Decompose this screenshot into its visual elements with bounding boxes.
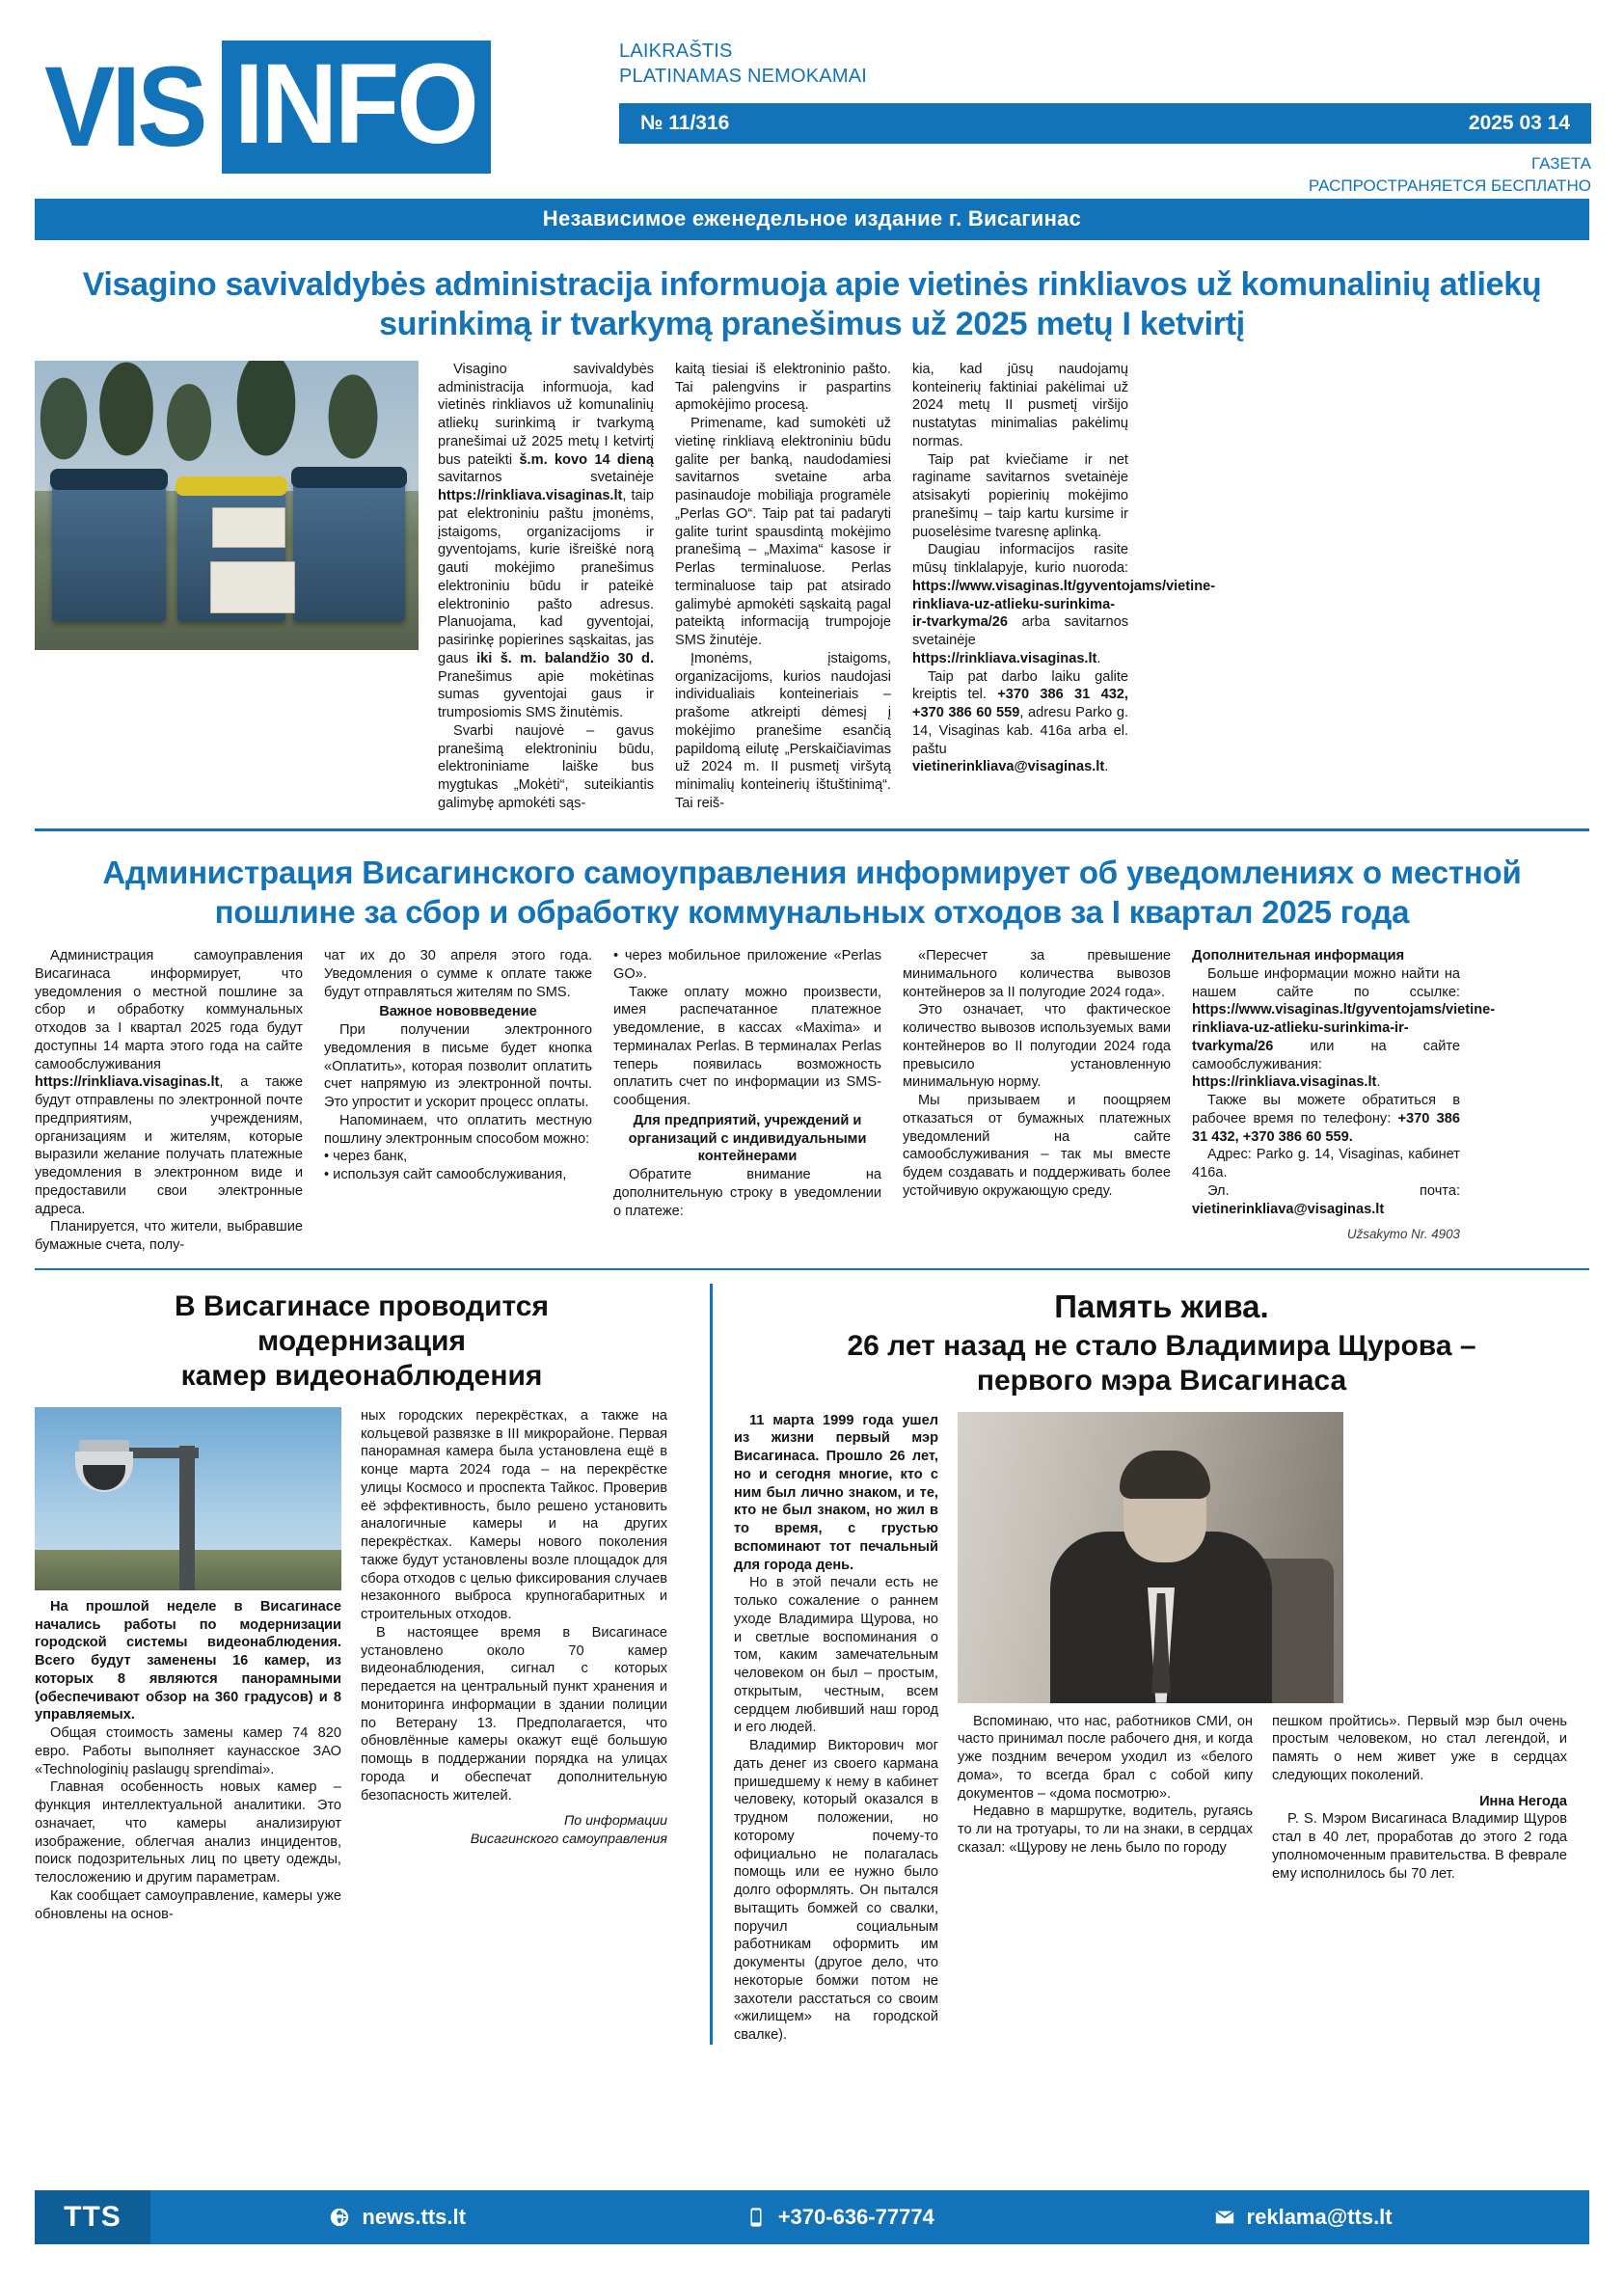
paragraph: Daugiau informacijos rasite mūsų tinklalapyje, kurio nuoroda: https://www.visaginas.lt/gyventojams/vietine-rinkliava-uz-atlieku-surinkima-ir-tvarkyma/26 arba savitarnos svetainėje https://rinkliava.visaginas.lt. [912, 542, 1216, 666]
headline-line-2: модернизация [257, 1324, 466, 1357]
link-url[interactable]: https://www.visaginas.lt/gyventojams/vietine-rinkliava-uz-atlieku-surinkima-ir-tvarkyma/26 [1192, 1002, 1496, 1054]
article4-col-2 [958, 1713, 1253, 1884]
article1-columns [438, 361, 1589, 813]
bottom-section [35, 1284, 1589, 2045]
footer-contacts [150, 2205, 1589, 2230]
link-url[interactable]: https://rinkliava.visaginas.lt [1192, 1074, 1377, 1091]
paragraph: kaitą tiesiai iš elektroninio pašto. Tai palengvins ir paspartins apmokėjimo procesą. [675, 361, 891, 414]
phone-number[interactable]: +370 386 31 432, +370 386 60 559. [1192, 1110, 1460, 1145]
paragraph: ных городских перекрёстках, а также на кольцевой развязке в III микрорайоне. Первая панорамная камера была установлена ещё в конце марта 2024 года – на перекрёстке улицы Космосо и проспекта Тайкос. Проверив её эффективность, было решено установить аналогичные камеры и на других перекрёстках. Камеры нового поколения также будут установлены возле площадок для сбора отходов с целью фиксирования случаев незаконного выброса крупногабаритных и строительных отходов. [361, 1407, 667, 1623]
article1-photo [35, 361, 419, 650]
list-item: • используя сайт самообслуживания, [324, 1167, 567, 1183]
paragraph: Также вы можете обратиться в рабочее время по телефону: +370 386 31 432, +370 386 60 559. [1192, 1093, 1460, 1145]
tagline-line-1: LAIKRAŠTIS [619, 41, 733, 62]
article4-headline [734, 1288, 1589, 1398]
photo-bin-label [212, 507, 285, 548]
paragraph: пешком пройтись». Первый мэр был очень простым человеком, но стал легендой, и память о нем живет уже в сердцах следующих поколений. [1272, 1713, 1567, 1783]
tagline-ru [619, 153, 1591, 198]
divider [35, 1268, 1589, 1270]
article3-text-col1 [35, 1598, 341, 1924]
photo-bin [293, 475, 405, 621]
tagline-line-2: PLATINAMAS NEMOKAMAI [619, 66, 868, 88]
phone-icon [744, 2206, 768, 2229]
article1 [35, 361, 1589, 813]
logo-info-text: INFO [222, 41, 491, 174]
camera-pole [179, 1446, 195, 1590]
masthead-info [619, 39, 1591, 198]
lead-paragraph: На прошлой неделе в Висагинасе начались работы по модернизации городской системы видеонаблюдения. Всего будут заменены 16 камер, из которых 8 являются панорамными (обеспечивают обзор на 360 градусов) и 8 управляемых. [35, 1598, 341, 1723]
article2-col-1 [35, 947, 303, 1255]
paragraph: Главная особенность новых камер – функция интеллектуальной аналитики. Это означает, что камеры анализируют изображение, облегчая анализ инцидентов, поиск подозрительных лиц по цвету одежды, телосложению и другим параметрам. [35, 1779, 341, 1886]
photo-bin-lid [50, 469, 168, 490]
article3-byline [361, 1812, 667, 1847]
email-address[interactable]: vietinerinkliava@visaginas.lt [912, 759, 1105, 775]
article3-headline [35, 1289, 689, 1394]
article3-columns [35, 1407, 689, 1924]
article4 [713, 1284, 1589, 2045]
article4-right-block [958, 1412, 1567, 2045]
paragraph: чат их до 30 апреля этого года. Уведомления о сумме к оплате также будут отправляться жителям по SMS. [324, 948, 592, 1000]
divider [35, 828, 1589, 831]
article1-col-3 [912, 361, 1216, 813]
article4-photo [958, 1412, 1343, 1703]
link-url[interactable]: https://rinkliava.visaginas.lt [912, 650, 1097, 666]
article2-col-4 [903, 947, 1171, 1255]
footer-phone[interactable] [744, 2205, 934, 2230]
globe-icon [328, 2206, 351, 2229]
paragraph: Обратите внимание на дополнительную строку в уведомлении о платеже: [613, 1167, 881, 1219]
article3 [35, 1284, 710, 2045]
article4-author: Инна Негода [1479, 1793, 1567, 1809]
paragraph: Недавно в маршрутке, водитель, ругаясь то ли на тротуары, то ли на знаки, в сердцах сказал: «Щурову не лень было по городу [958, 1804, 1253, 1856]
lead-paragraph: 11 марта 1999 года ушел из жизни первый мэр Висагинаса. Прошло 26 лет, но и сегодня многие, кто с ним был лично знаком, и те, кто не был знаком, но жил в то время, с грустью вспоминают тот печальный для города день. [734, 1412, 938, 1573]
paragraph: Это означает, что фактическое количество вывозов используемых вами контейнеров во II полугодии 2024 года превысило установленную минимальную норму. [903, 1002, 1171, 1091]
headline-main: Память жива. [1054, 1288, 1269, 1324]
headline-line-2: 26 лет назад не стало Владимира Щурова – [847, 1329, 1476, 1362]
edition-strap: Независимое еженедельное издание г. Висагинас [35, 199, 1589, 240]
paragraph: Напоминаем, что оплатить местную пошлину электронным способом можно: [324, 1112, 592, 1147]
article4-col-1 [734, 1412, 938, 2045]
masthead [35, 0, 1591, 195]
paragraph: Taip pat kviečiame ir net raginame savitarnos svetainėje atsisakyti popierinių mokėjimo pranešimų – taip kartu kursime ir puoselėsime tvaresnę aplinką. [912, 451, 1128, 540]
issue-number: № 11/316 [640, 111, 730, 134]
paragraph: Больше информации можно найти на нашем сайте по ссылке: https://www.visaginas.lt/gyventojams/vietine-rinkliava-uz-atlieku-surinkima-ir-tvarkyma/26 или на сайте самообслуживания: https://rinkliava.visaginas.lt. [1192, 965, 1496, 1091]
issue-date: 2025 03 14 [1468, 111, 1570, 134]
byline-line-1: По информации [564, 1813, 667, 1830]
article1-col-2 [675, 361, 891, 813]
article2 [35, 947, 1589, 1255]
paragraph: Но в этой печали есть не только сожаление о раннем уходе Владимира Щурова, но и светлые воспоминания о том, каким замечательным человеком он был – простым, открытым, честным, всем сердцем любивший наш город и его людей. [734, 1575, 938, 1736]
footer-phone-text: +370-636-77774 [777, 2205, 934, 2229]
article2-col-3 [613, 947, 881, 1255]
paragraph: Вспоминаю, что нас, работников СМИ, он часто принимал после рабочего дня, и когда уже поздним вечером уходил из «белого дома», то всегда брал с собой кипу документов – «дома посмотрю». [958, 1713, 1253, 1802]
paragraph: «Пересчет за превышение минимального количества вывозов контейнеров за II полугодие 2024 года». [903, 948, 1171, 1000]
link-url[interactable]: https://rinkliava.visaginas.lt [35, 1074, 220, 1091]
byline-line-2: Висагинского самоуправления [470, 1831, 667, 1847]
tagline-ru-line-1: ГАЗЕТА [1531, 153, 1591, 173]
link-url[interactable]: https://www.visaginas.lt/gyventojams/vietine-rinkliava-uz-atlieku-surinkima-ir-tvarkyma/26 [912, 578, 1216, 631]
article3-col-2 [361, 1407, 667, 1924]
paragraph: Также оплату можно произвести, имея распечатанное платежное уведомление, в кассах «Maxima» и терминалах Perlas. В терминалах Perlas теперь появилась возможность оплатить счет по информации из SMS-сообщения. [613, 984, 881, 1109]
postscript: P. S. Мэром Висагинаса Владимир Щуров стал в 40 лет, проработав до этого 2 года уполномоченным правительства. В феврале ему исполнилось бы 70 лет. [1272, 1811, 1567, 1882]
footer-logo[interactable]: TTS [35, 2190, 150, 2244]
photo-bin-label [210, 561, 295, 613]
subheading: Дополнительная информация [1192, 948, 1405, 964]
footer-bar [35, 2190, 1589, 2244]
photo-bin-lid [291, 467, 407, 488]
paragraph: Общая стоимость замены камер 74 820 евро. Работы выполняет каунасское ЗАО «Technologinių paslaugų sprendimai». [35, 1725, 341, 1777]
paragraph: Эл. почта: vietinerinkliava@visaginas.lt [1192, 1182, 1460, 1217]
photo-bin [52, 476, 166, 621]
subheading: Для предприятий, учреждений и организаций с индивидуальными контейнерами [628, 1112, 867, 1165]
paragraph: Как сообщает самоуправление, камеры уже обновлены на основ- [35, 1887, 341, 1922]
email-address[interactable]: vietinerinkliava@visaginas.lt [1192, 1201, 1385, 1217]
paragraph: В настоящее время в Висагинасе установлено около 70 камер видеонаблюдения, сигнал с которых передается на центральный пункт хранения и мониторинга информации в здании полиции по Ветерану 13. Предполагается, что обновлённые камеры окажут ещё большую помощь в поддержании порядка на улицах города и обеспечат дополнительную безопасность жителей. [361, 1624, 667, 1804]
tagline-lt [619, 39, 1591, 90]
paragraph: Primename, kad sumokėti už vietinę rinkliavą elektroniniu būdu galite per banką, naudodamiesi savitarnos svetaine arba pasinaudoje mobiliąja programėle „Perlas GO“. Taip pat tai padaryti galite turint spausdintą mokėjimo pranešimą – „Maxima“ kasose ir Perlas terminaluose. Perlas terminaluose taip pat atsirado galimybė apmokėti sąskaitą pagal pateiktą informaciją trumpojoje SMS žinutėje. [675, 416, 891, 649]
footer-website-text: news.tts.lt [362, 2205, 466, 2229]
paragraph: kia, kad jūsų naudojamų konteinerių faktiniai pakėlimai už 2024 metų II pusmetį viršijo nustatytas minimalias pakėlimų normas. [912, 361, 1128, 449]
paragraph: Мы призываем и поощряем отказаться от бумажных платежных уведомлений на сайте самообслуживания – так мы вместе будем создавать и поддерживать более устойчивую окружающую среду. [903, 1093, 1171, 1199]
footer-email-text: reklama@tts.lt [1246, 2205, 1393, 2229]
order-number: Užsakymo Nr. 4903 [1346, 1227, 1460, 1242]
article2-col-2 [324, 947, 592, 1255]
headline-line-3: первого мэра Висагинаса [976, 1364, 1347, 1397]
paragraph: Адрес: Parko g. 14, Visaginas, кабинет 416а. [1192, 1147, 1460, 1181]
headline-line-1: В Висагинасе проводится [174, 1289, 549, 1322]
issue-bar [619, 103, 1591, 144]
article1-headline: Visagino savivaldybės administracija informuoja apie vietinės rinkliavos už komunalinių atliekų surinkimą ir tvarkymą pranešimus už 2025 metų I ketvirtį [82, 266, 1542, 343]
photo-bin-lid [176, 476, 287, 496]
subheading: Важное нововведение [379, 1004, 537, 1020]
paragraph: Администрация самоуправления Висагинаса информирует, что уведомления о местной пошлине за сбор и обработку коммунальных отходов за I квартал 2025 года будут доступны 14 марта этого года на сайте самообслуживания https://rinkliava.visaginas.lt, а также будут отправлены по электронной почте предприятиям, учреждениям, организациям и жителям, которые выразили желание получать платежные уведомления в электронном виде и предоставили свои электронные адреса. [35, 948, 303, 1217]
paragraph: Планируется, что жители, выбравшие бумажные счета, полу- [35, 1219, 303, 1254]
article3-col-1 [35, 1407, 341, 1924]
footer-website[interactable] [328, 2205, 466, 2230]
paragraph: Įmonėms, įstaigoms, organizacijoms, kurios naudojasi individualiais konteineriais – prašome atkreipti dėmesį į mokėjimo pranešime esančią papildomą eilutę „Perskaičiavimas už 2024 m. II pusmetį viršytą minimalių konteinerių ištuštinimą“. Tai reiš- [675, 650, 891, 811]
headline-line-3: камер видеонаблюдения [180, 1359, 543, 1392]
newspaper-logo[interactable] [44, 41, 511, 174]
camera-dome-icon [75, 1452, 133, 1492]
list-item: • через банк, [324, 1149, 408, 1165]
footer-email[interactable] [1213, 2205, 1393, 2230]
list-item: • через мобильное приложение «Perlas GO». [613, 948, 881, 982]
article4-subcolumns [958, 1713, 1567, 1884]
paragraph: Taip pat darbo laiku galite kreiptis tel. +370 386 31 432, +370 386 60 559, adresu Parko g. 14, Visaginas kab. 416a arba el. paštu vietinerinkliava@visaginas.lt. [912, 668, 1129, 775]
article2-headline: Администрация Висагинского самоуправления информирует об уведомлениях о местной пошлине за сбор и обработку коммунальных отходов за I квартал 2025 года [102, 854, 1522, 930]
tagline-ru-line-2: РАСПРОСТРАНЯЕТСЯ БЕСПЛАТНО [1308, 176, 1591, 195]
phone-number[interactable]: +370 386 31 432, +370 386 60 559 [912, 687, 1128, 721]
paragraph: При получении электронного уведомления в письме будет кнопка «Оплатить», которая позволит оплатить счет напрямую из электронной почты. Это упростит и ускорит процесс оплаты. [324, 1022, 592, 1111]
article1-col-1 [438, 361, 654, 813]
article2-col-5 [1192, 947, 1496, 1255]
article4-columns [734, 1412, 1589, 2045]
paragraph: Svarbi naujovė – gavus pranešimą elektroniniu būdu, elektroniniame laiške bus mygtukas „Mokėti“, suteikiantis galimybę apmokėti sąs- [438, 722, 654, 811]
paragraph: Владимир Викторович мог дать денег из своего кармана пришедшему к нему в кабинет человеку, который оказался в трудном положении, но которому почему-то официально не полагалась помощь или ее нужно было долго оформлять. Он пытался вытащить бомжей со свалки, поручил социальным работникам оформить им документы (другое дело, что некоторые бомжи потом не захотели расстаться со своим «жилищем» на городской свалке). [734, 1738, 938, 2044]
logo-vis-text: VIS [44, 43, 204, 172]
article3-photo [35, 1407, 341, 1590]
paragraph: Visagino savivaldybės administracija informuoja, kad vietinės rinkliavos už komunalinių atliekų surinkimą ir tvarkymą pranešimai už 2025 metų I ketvirtį bus pateikti š.m. kovo 14 dieną savitarnos svetainėje https://rinkliava.visaginas.lt, taip pat elektroniniu paštu įmonėms, įstaigoms, organizacijoms ir gyventojams, kurie išreiškė norą gauti mokėjimo pranešimus elektroniniu būdu ir pateikė elektroninio pašto adresus. Planuojama, kad gyventojai, pasirinkę popierines sąskaitas, jas gaus iki š. m. balandžio 30 d. Pranešimus apie mokėtinas sumas gyventojai gaus ir trumposiomis SMS žinutėmis. [438, 361, 655, 721]
envelope-icon [1213, 2206, 1236, 2229]
article4-col-3 [1272, 1713, 1567, 1884]
